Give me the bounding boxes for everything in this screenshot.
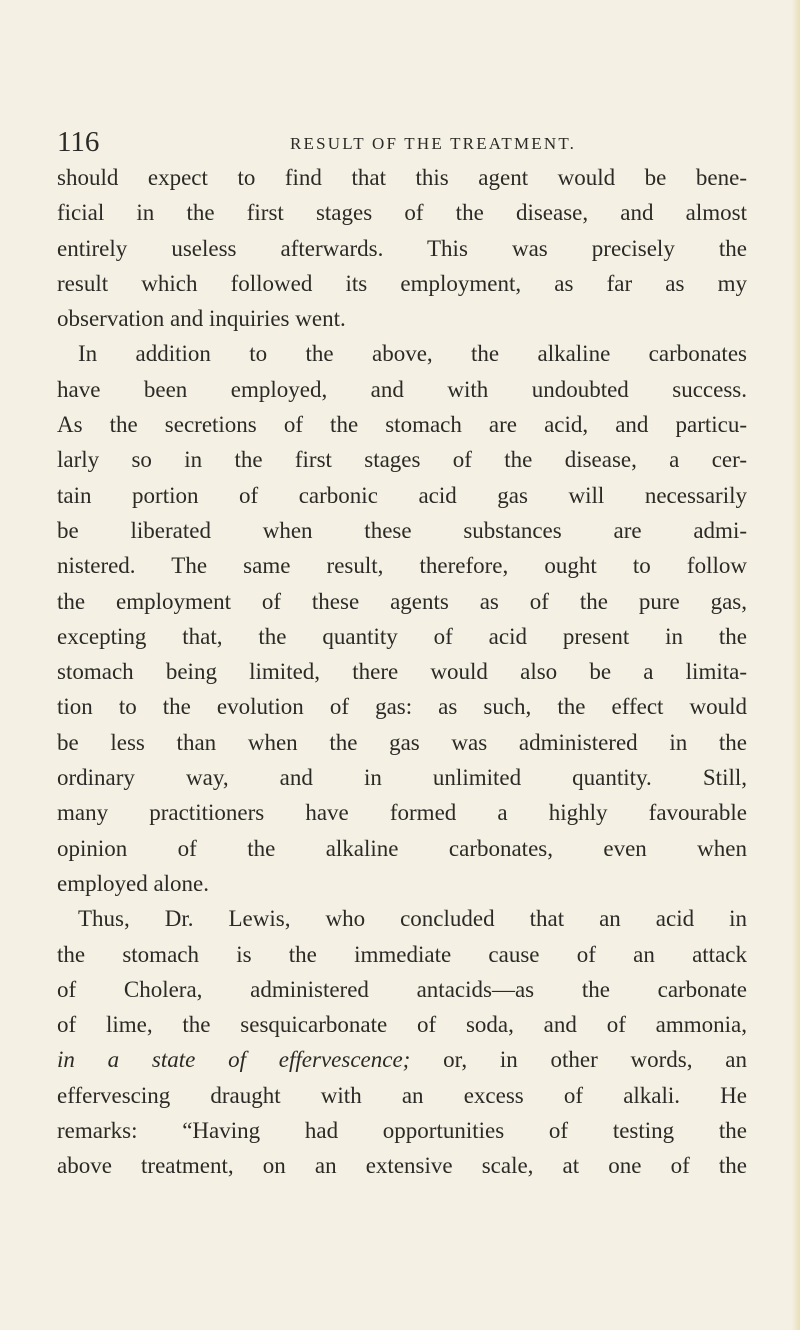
line-text: be less than when the gas was administered in the bbox=[57, 729, 747, 755]
line-text: tain portion of carbonic acid gas will necessarily bbox=[57, 482, 747, 508]
text-line bbox=[57, 372, 747, 407]
text-line bbox=[57, 1042, 747, 1077]
line-text: larly so in the first stages of the disease, a cer- bbox=[57, 447, 747, 473]
line-text: be liberated when these substances are admi- bbox=[57, 517, 747, 543]
text-line bbox=[57, 725, 747, 760]
text-line bbox=[57, 548, 747, 583]
line-text: As the secretions of the stomach are acid, and particu- bbox=[57, 412, 747, 438]
line-text: employed alone. bbox=[57, 870, 210, 896]
text-line bbox=[57, 231, 747, 266]
line-text: of lime, the sesquicarbonate of soda, and of ammonia, bbox=[57, 1012, 747, 1038]
line-text: the stomach is the immediate cause of an attack bbox=[57, 941, 747, 967]
line-text: nistered. The same result, therefore, ought to follow bbox=[57, 553, 747, 579]
line-text: many practitioners have formed a highly favourable bbox=[57, 800, 747, 826]
line-text: effervescing draught with an excess of alkali. He bbox=[57, 1082, 747, 1108]
text-line bbox=[57, 407, 747, 442]
line-text: of Cholera, administered antacids—as the carbonate bbox=[57, 976, 747, 1002]
line-text: ficial in the first stages of the disease, and almost bbox=[57, 200, 747, 226]
line-text: opinion of the alkaline carbonates, even when bbox=[57, 835, 747, 861]
line-text: or, in other words, an bbox=[410, 1047, 747, 1073]
text-line bbox=[57, 937, 747, 972]
text-line bbox=[57, 301, 747, 336]
line-text: should expect to find that this agent would be bene- bbox=[57, 165, 747, 190]
line-text: In addition to the above, the alkaline carbonates bbox=[78, 341, 747, 367]
text-line bbox=[57, 1078, 747, 1113]
text-line bbox=[57, 336, 747, 371]
page-number: 116 bbox=[57, 126, 100, 158]
italic-phrase: in a state of effervescence; bbox=[57, 1047, 411, 1073]
line-text: excepting that, the quantity of acid present in the bbox=[57, 623, 747, 649]
running-head: RESULT OF THE TREATMENT. bbox=[290, 134, 577, 153]
text-line bbox=[57, 266, 747, 301]
line-text: stomach being limited, there would also be a limita- bbox=[57, 659, 747, 685]
text-line bbox=[57, 972, 747, 1007]
text-line bbox=[57, 795, 747, 830]
body-text bbox=[57, 160, 747, 1184]
text-line bbox=[57, 513, 747, 548]
line-text: Thus, Dr. Lewis, who concluded that an acid in bbox=[78, 906, 747, 932]
line-text: remarks: “Having had opportunities of testing the bbox=[57, 1118, 747, 1144]
text-line bbox=[57, 195, 747, 230]
text-line bbox=[57, 654, 747, 689]
text-line bbox=[57, 1007, 747, 1042]
text-line bbox=[57, 1113, 747, 1148]
page-edge bbox=[792, 0, 800, 1330]
line-text: ordinary way, and in unlimited quantity. Still, bbox=[57, 765, 747, 791]
line-text: above treatment, on an extensive scale, at one of the bbox=[57, 1153, 747, 1179]
text-line bbox=[57, 442, 747, 477]
text-line bbox=[57, 901, 747, 936]
line-text: the employment of these agents as of the pure gas, bbox=[57, 588, 747, 614]
line-text: tion to the evolution of gas: as such, the effect would bbox=[57, 694, 747, 720]
text-line bbox=[57, 1148, 747, 1183]
text-line bbox=[57, 689, 747, 724]
text-line bbox=[57, 619, 747, 654]
line-text: observation and inquiries went. bbox=[57, 306, 346, 332]
text-line bbox=[57, 160, 747, 195]
line-text: have been employed, and with undoubted success. bbox=[57, 376, 747, 402]
text-line bbox=[57, 866, 747, 901]
text-line bbox=[57, 478, 747, 513]
text-line bbox=[57, 831, 747, 866]
line-text: result which followed its employment, as far as my bbox=[57, 270, 747, 296]
text-line bbox=[57, 584, 747, 619]
line-text: entirely useless afterwards. This was precisely the bbox=[57, 235, 747, 261]
text-line bbox=[57, 760, 747, 795]
